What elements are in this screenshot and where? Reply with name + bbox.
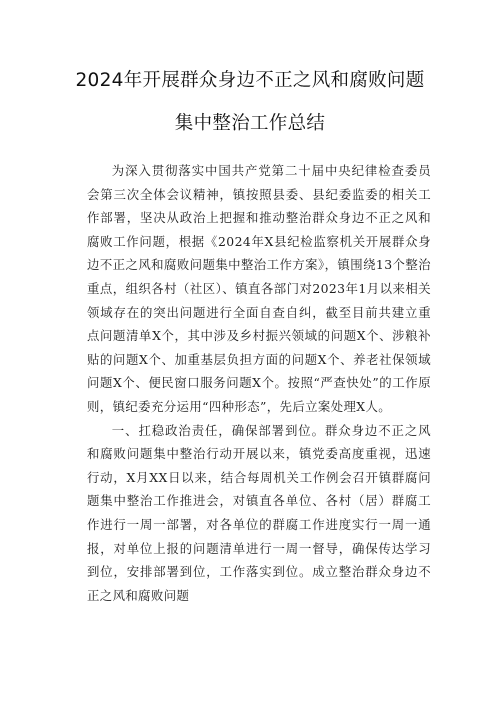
document-title-line2: 集中整治工作总结 xyxy=(174,113,326,134)
document-body xyxy=(87,159,431,607)
section1-heading: 一、扛稳政治责任，确保部署到位。 xyxy=(111,422,325,438)
section1-paragraph xyxy=(87,419,431,608)
document-title-line1: 2024年开展群众身边不正之风和腐败问题 xyxy=(75,70,425,91)
section1-body: 群众身边不正之风和腐败问题集中整治行动开展以来，镇党委高度重视，迅速行动，X月XX日以来，结合每周机关工作例会召开镇群腐问题集中整治工作推进会，对镇直各单位、各村（居）群腐工作进行一周一部署，对各单位的群腐工作进度实行一周一通报，对单位上报的问题清单进行一周一督导，确保传达学习到位，安排部署到位，工作落实到位。成立整治群众身边不正之风和腐败问题 xyxy=(87,422,431,603)
intro-paragraph: 为深入贯彻落实中国共产党第二十届中央纪律检查委员会第三次全体会议精神，镇按照县委、县纪委监委的相关工作部署，坚决从政治上把握和推动整治群众身边不正之风和腐败工作问题，根据《2024年X县纪检监察机关开展群众身边不正之风和腐败问题集中整治工作方案》，镇围绕13个整治重点，组织各村（社区）、镇直各部门对2023年1月以来相关领域存在的突出问题进行全面自查自纠，截至目前共建立重点问题清单X个，其中涉及乡村振兴领域的问题X个、涉粮补贴的问题X个、加重基层负担方面的问题X个、养老社保领域问题X个、便民窗口服务问题X个。按照“严查快处”的工作原则，镇纪委充分运用“四种形态”，先后立案处理X人。 xyxy=(87,163,431,414)
